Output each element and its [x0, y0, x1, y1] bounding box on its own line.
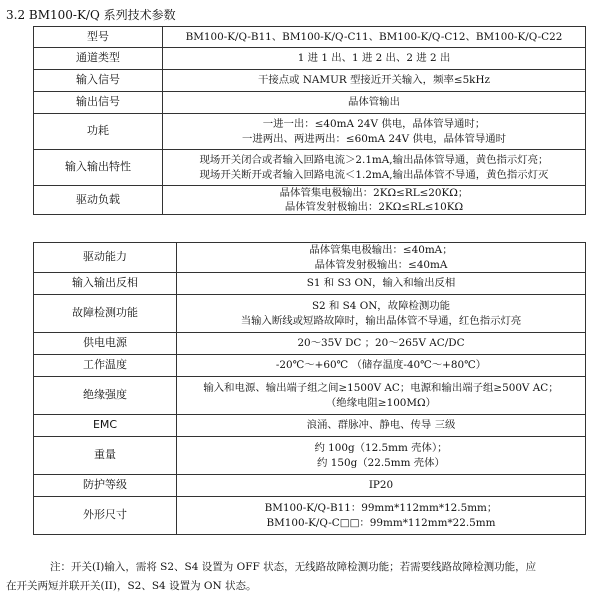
spec-value [177, 273, 586, 295]
spec-value-line: 晶体管集电极输出：≤40mA； [309, 244, 453, 257]
spec-value-line: 当输入断线或短路故障时，输出晶体管不导通，红色指示灯亮 [240, 314, 522, 327]
spec-value [177, 497, 586, 535]
spec-row [34, 415, 586, 437]
spec-label: 输出信号 [34, 92, 163, 114]
spec-value-line: 输入和电源、输出端子组之间≥1500V AC；电源和输出端子组≥500V AC； [203, 382, 559, 395]
spec-value-line: 干接点或 NAMUR 型接近开关输入，频率≤5kHz [257, 74, 491, 87]
spec-row [34, 377, 586, 415]
spec-label: 输入信号 [34, 70, 163, 92]
spec-table-part2 [33, 242, 586, 535]
spec-label: 防护等级 [34, 475, 177, 497]
spec-value-line: 晶体管集电极输出：2KΩ≤RL≤20KΩ； [279, 187, 469, 199]
spec-label: 输入输出反相 [34, 273, 177, 295]
spec-value-line: 一进一出：≤40mA 24V 供电，晶体管导通时； [262, 118, 486, 131]
spec-value [177, 243, 586, 273]
spec-value [163, 70, 586, 92]
spec-value-line: 20～35V DC ；20～265V AC/DC [297, 337, 465, 350]
spec-value-line: 晶体管输出 [348, 96, 400, 109]
spec-row [34, 333, 586, 355]
spec-value-line: 一进两出、两进两出：≤60mA 24V 供电，晶体管导通时 [241, 132, 507, 145]
spec-label: EMC [34, 415, 177, 437]
footnote [6, 558, 586, 596]
spec-row [34, 497, 586, 535]
spec-value [177, 295, 586, 333]
spec-value-line: IP20 [368, 479, 394, 492]
spec-row [34, 70, 586, 92]
spec-row [34, 475, 586, 497]
spec-label: 外形尺寸 [34, 497, 177, 535]
spec-table-part1 [33, 26, 586, 215]
spec-value [177, 437, 586, 475]
spec-value-line: 浪涌、群脉冲、静电、传导 三级 [306, 419, 456, 432]
spec-row [34, 48, 586, 70]
spec-label: 输入输出特性 [34, 150, 163, 186]
spec-value [177, 333, 586, 355]
spec-label: 驱动能力 [34, 243, 177, 273]
footnote-line-1: 注：开关(I)输入，需将 S2、S4 设置为 OFF 状态，无线路故障检测功能；若需要线路故障检测功能，应 [50, 561, 537, 573]
spec-row [34, 243, 586, 273]
section-heading: 3.2 BM100-K/Q 系列技术参数 [6, 8, 176, 22]
spec-row [34, 355, 586, 377]
spec-value-line: -20℃～+60℃ （储存温度-40℃～+80℃） [275, 359, 487, 372]
spec-value [163, 27, 586, 48]
spec-value-line: BM100-K/Q-C□□：99mm*112mm*22.5mm [266, 516, 496, 529]
spec-label: 工作温度 [34, 355, 177, 377]
spec-value [163, 114, 586, 150]
spec-label: 故障检测功能 [34, 295, 177, 333]
spec-value [163, 186, 586, 215]
spec-value [177, 415, 586, 437]
spec-row [34, 27, 586, 48]
spec-value [177, 377, 586, 415]
spec-value-line: BM100-K/Q-B11、BM100-K/Q-C11、BM100-K/Q-C12、BM100-K/Q-C22 [185, 30, 563, 43]
footnote-line-2: 在开关两短并联开关(II)，S2、S4 设置为 ON 状态。 [6, 580, 257, 592]
spec-row [34, 150, 586, 186]
spec-value-line: 晶体管发射极输出：≤40mA [314, 258, 448, 271]
spec-value [177, 355, 586, 377]
spec-row [34, 114, 586, 150]
spec-row [34, 437, 586, 475]
spec-value-line: （绝缘电阻≥100MΩ） [325, 396, 437, 409]
spec-label: 功耗 [34, 114, 163, 150]
spec-row [34, 92, 586, 114]
spec-row [34, 186, 586, 215]
spec-value-line: BM100-K/Q-B11：99mm*112mm*12.5mm； [264, 502, 498, 515]
spec-value-line: S2 和 S4 ON，故障检测功能 [311, 300, 451, 313]
spec-value [163, 48, 586, 70]
spec-value-line: 约 100g（12.5mm 壳体）； [314, 442, 448, 455]
spec-value-line: 约 150g（22.5mm 壳体） [317, 456, 445, 469]
spec-label: 重量 [34, 437, 177, 475]
spec-label: 绝缘强度 [34, 377, 177, 415]
spec-value [163, 92, 586, 114]
spec-row [34, 273, 586, 295]
spec-value-line: 1 进 1 出、1 进 2 出、2 进 2 出 [297, 52, 451, 65]
spec-label: 型号 [34, 27, 163, 48]
spec-value-line: S1 和 S3 ON，输入和输出反相 [306, 277, 456, 290]
spec-label: 通道类型 [34, 48, 163, 70]
spec-value-line: 现场开关断开或者输入回路电流＜1.2mA,输出晶体管不导通，黄色指示灯灭 [199, 168, 549, 181]
spec-value-line: 现场开关闭合或者输入回路电流＞2.1mA,输出晶体管导通，黄色指示灯亮； [199, 154, 549, 167]
spec-label: 供电电源 [34, 333, 177, 355]
spec-value [163, 150, 586, 186]
spec-value-line: 晶体管发射极输出：2KΩ≤RL≤10KΩ [284, 201, 464, 214]
spec-row [34, 295, 586, 333]
spec-label: 驱动负载 [34, 186, 163, 215]
spec-value [177, 475, 586, 497]
